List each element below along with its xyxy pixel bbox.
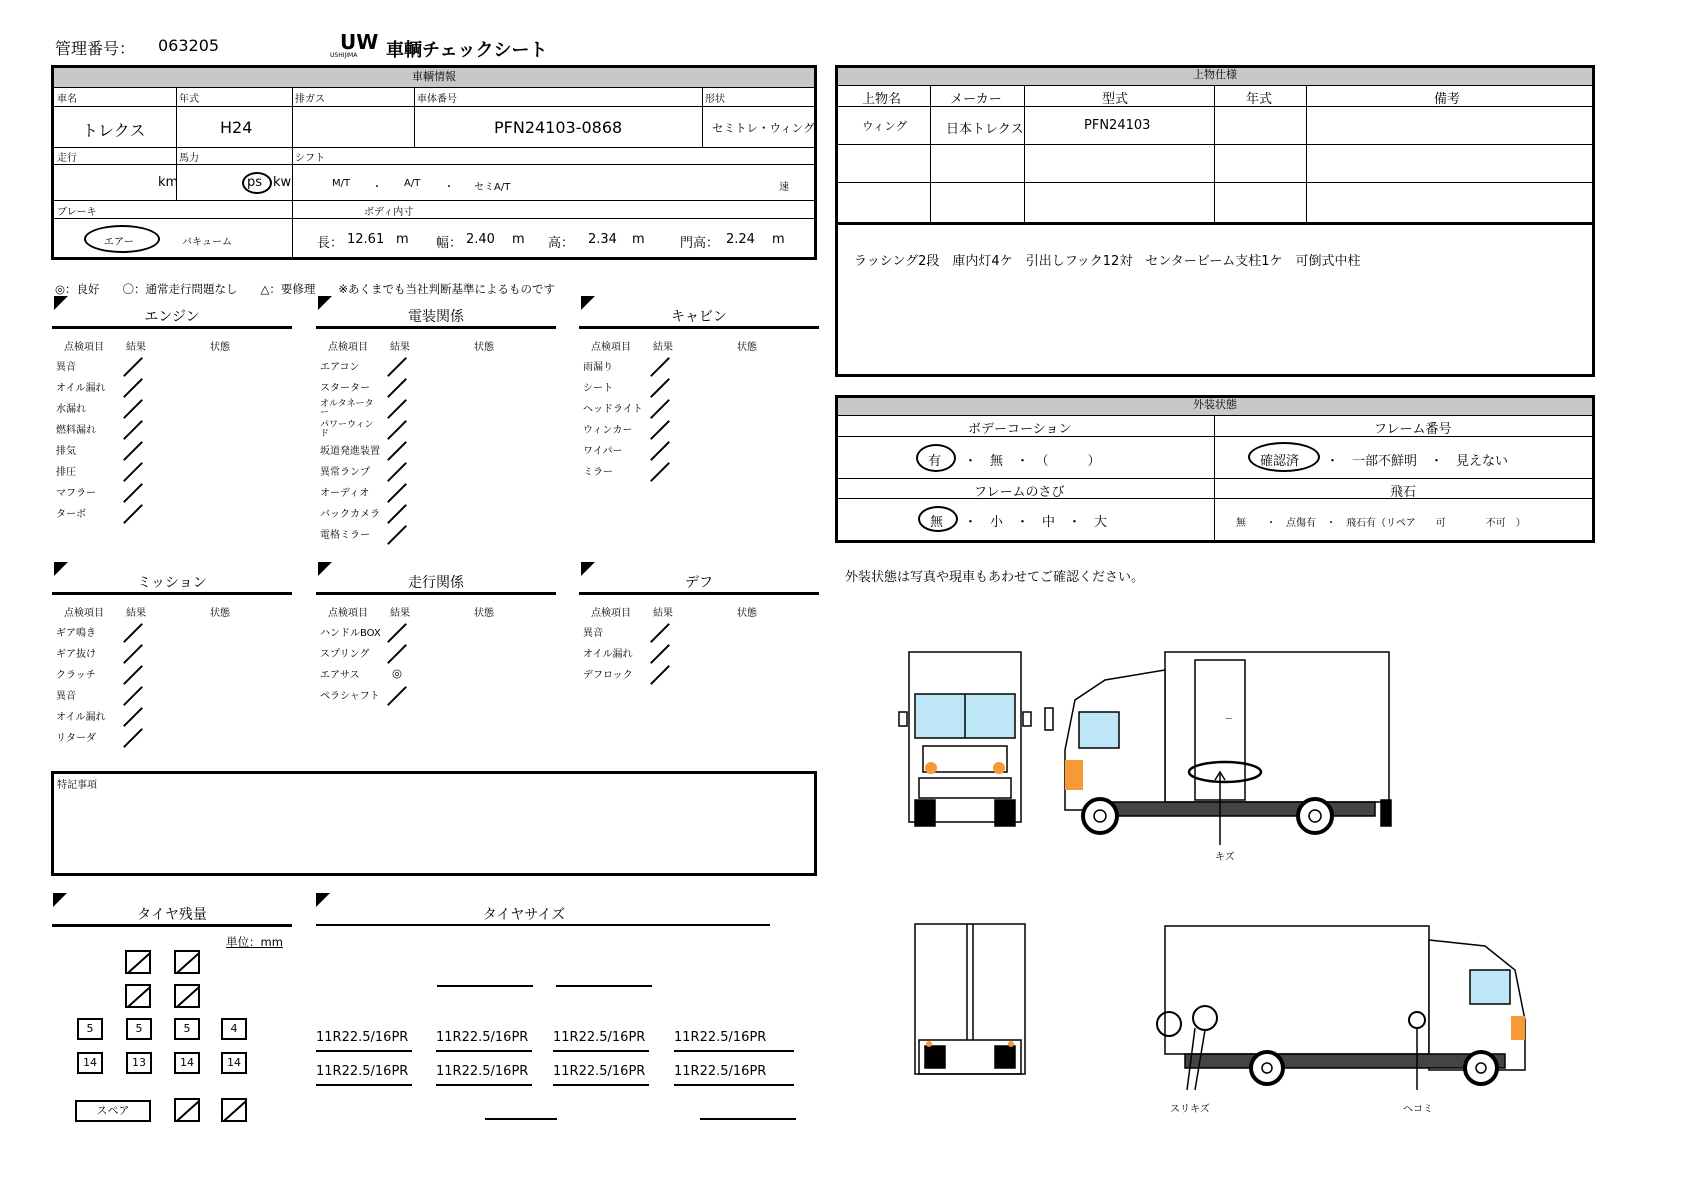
frame-options: ・ 一部不鮮明 ・ 見えない xyxy=(1326,454,1509,469)
check-result-slash xyxy=(123,728,143,748)
check-item-label: オルタネーター xyxy=(320,399,374,418)
check-item-label: リターダ xyxy=(56,733,96,744)
truck-front-view xyxy=(899,652,1031,826)
h-emission: 排ガス xyxy=(295,94,325,105)
check-item-label: スターター xyxy=(320,383,370,394)
tire-size-value: 11R22.5/16PR xyxy=(553,1064,646,1079)
check-result-slash xyxy=(387,525,407,545)
h-year: 年式 xyxy=(179,94,199,105)
check-item-label: シート xyxy=(583,383,613,394)
check-item-label: 坂道発進装置 xyxy=(320,446,380,457)
tire-size-value: 11R22.5/16PR xyxy=(553,1030,646,1045)
check-item-label: 異音 xyxy=(56,362,76,373)
check-item-label: オーディオ xyxy=(320,488,370,499)
truck-rear-view xyxy=(915,924,1025,1074)
check-item-label: エアコン xyxy=(320,362,360,373)
check-result-good: ◎ xyxy=(392,666,403,680)
h-car-name: 車名 xyxy=(57,94,77,105)
check-result-slash xyxy=(123,462,143,482)
check-result-slash xyxy=(387,504,407,524)
h-brake: ブレーキ xyxy=(57,207,97,218)
h-chassis: 車体番号 xyxy=(417,94,457,105)
col-state: 状態 xyxy=(474,342,494,353)
check-result-slash xyxy=(387,441,407,461)
check-item-label: ウィンカー xyxy=(583,425,633,436)
col-item: 点検項目 xyxy=(64,342,104,353)
tire-size-value: 11R22.5/16PR xyxy=(674,1064,767,1079)
check-result-slash xyxy=(387,644,407,664)
check-result-slash xyxy=(387,399,407,419)
check-item-label: クラッチ xyxy=(56,670,96,681)
cabin-title: キャビン xyxy=(671,309,727,325)
rust-selected: 無 xyxy=(930,515,944,530)
tire-depth: 14 xyxy=(221,1052,247,1074)
check-result-slash xyxy=(387,378,407,398)
gate-height: 2.24 xyxy=(726,232,755,247)
check-item-label: ギア鳴き xyxy=(56,628,96,639)
col-state: 状態 xyxy=(737,608,757,619)
tire-unit: 単位：mm xyxy=(226,935,283,949)
chassis-number: PFN24103-0868 xyxy=(494,118,623,137)
h-shift: シフト xyxy=(295,153,325,164)
check-result-slash xyxy=(123,623,143,643)
check-result-slash xyxy=(650,644,670,664)
check-item-label: マフラー xyxy=(56,488,96,499)
exterior-table xyxy=(835,395,1595,543)
col-state: 状態 xyxy=(737,342,757,353)
special-notes-box xyxy=(51,771,817,876)
tire-size-value: 11R22.5/16PR xyxy=(436,1064,529,1079)
h-mileage: 走行 xyxy=(57,153,77,164)
check-result-slash xyxy=(123,420,143,440)
mgmt-number: 063205 xyxy=(158,36,220,55)
col-state: 状態 xyxy=(210,342,230,353)
tire-size-value: 11R22.5/16PR xyxy=(316,1064,409,1079)
frame-selected: 確認済 xyxy=(1260,454,1300,469)
col-item: 点検項目 xyxy=(328,342,368,353)
truck-side-view xyxy=(1045,652,1391,845)
check-result-slash xyxy=(650,399,670,419)
check-item-label: ワイパー xyxy=(583,446,623,457)
check-result-slash xyxy=(123,644,143,664)
check-item-label: 水漏れ xyxy=(56,404,86,415)
running-title: 走行関係 xyxy=(408,575,464,591)
upper-maker: 日本トレクス xyxy=(946,122,1024,137)
car-name: トレクス xyxy=(82,121,146,140)
check-item-label: ターボ xyxy=(56,509,86,520)
check-item-label: スプリング xyxy=(320,649,370,660)
check-item-label: 電格ミラー xyxy=(320,530,370,541)
col-result: 結果 xyxy=(126,342,146,353)
col-state: 状態 xyxy=(210,608,230,619)
check-item-label: ヘッドライト xyxy=(583,404,643,415)
brake-air: エアー xyxy=(104,237,134,248)
tire-slot-empty xyxy=(174,950,200,974)
col-item: 点検項目 xyxy=(591,342,631,353)
col-item: 点検項目 xyxy=(64,608,104,619)
check-item-label: 異音 xyxy=(56,691,76,702)
check-item-label: ペラシャフト xyxy=(320,691,380,702)
tire-depth: 14 xyxy=(174,1052,200,1074)
kw-unit: kw xyxy=(273,175,292,190)
stone-options: 無 ・ 点傷有 ・ 飛石有（リペア 可 不可 ） xyxy=(1236,518,1526,529)
truck-diagram xyxy=(895,640,1684,1110)
shift-at: A/T xyxy=(404,178,421,189)
spare-tire-label: スペア xyxy=(75,1100,151,1122)
check-result-slash xyxy=(123,399,143,419)
body-height: 2.34 xyxy=(588,232,617,247)
h-stone-chip: 飛石 xyxy=(1390,485,1417,500)
check-item-label: バックカメラ xyxy=(320,509,380,520)
check-item-label: 雨漏り xyxy=(583,362,613,373)
check-result-slash xyxy=(123,441,143,461)
diff-title: デフ xyxy=(685,575,713,591)
check-result-slash xyxy=(387,483,407,503)
h-horsepower: 馬力 xyxy=(179,153,199,164)
mgmt-label: 管理番号： xyxy=(55,39,136,58)
check-result-slash xyxy=(123,483,143,503)
check-item-label: ミラー xyxy=(583,467,613,478)
col-result: 結果 xyxy=(390,608,410,619)
check-item-label: 異音 xyxy=(583,628,603,639)
col-result: 結果 xyxy=(390,342,410,353)
check-result-slash xyxy=(387,357,407,377)
damage-label-hekomi: ヘコミ xyxy=(1403,1104,1433,1115)
engine-title: エンジン xyxy=(144,309,200,325)
h-upper-year: 年式 xyxy=(1246,92,1273,107)
coating-selected: 有 xyxy=(928,454,942,469)
tire-remain-title: タイヤ残量 xyxy=(137,907,207,923)
check-item-label: オイル漏れ xyxy=(583,649,633,660)
rust-options: ・ 小 ・ 中 ・ 大 xyxy=(964,515,1108,530)
check-item-label: オイル漏れ xyxy=(56,383,106,394)
check-item-label: デフロック xyxy=(583,670,633,681)
check-result-slash xyxy=(387,623,407,643)
col-result: 結果 xyxy=(653,342,673,353)
check-result-slash xyxy=(123,504,143,524)
check-result-slash xyxy=(387,462,407,482)
ps-unit: ps xyxy=(247,175,263,190)
check-result-slash xyxy=(650,462,670,482)
tire-size-value: 11R22.5/16PR xyxy=(674,1030,767,1045)
brake-vacuum: バキューム xyxy=(182,237,232,248)
h-frame-rust: フレームのさび xyxy=(974,485,1065,500)
exterior-header: 外装状態 xyxy=(838,398,1592,416)
tire-slot-empty xyxy=(221,1098,247,1122)
truck-side-view-left xyxy=(1157,926,1525,1090)
check-result-slash xyxy=(650,665,670,685)
tire-size-title: タイヤサイズ xyxy=(482,907,566,923)
tire-depth: 4 xyxy=(221,1018,247,1040)
coating-options: ・ 無 ・ （ ） xyxy=(964,454,1101,469)
check-item-label: オイル漏れ xyxy=(56,712,106,723)
vehicle-info-table: 車輌情報 車名 年式 排ガス 車体番号 形状 トレクス H24 PFN24103-0868 セミトレ・ウィング 走行 馬力 シフト km ps kw M/T ・ A/T ・ セミA/T 速 ブレーキ ボディ内寸 エアー バキューム 長： 12.61 m 幅： 2.40 m 高： 2.34 m 門高： 2.24 m xyxy=(51,65,817,260)
special-notes-title: 特記事項 xyxy=(57,780,97,791)
upper-model: PFN24103 xyxy=(1084,118,1151,133)
tire-slot-empty xyxy=(125,950,151,974)
sheet-title: 車輌チェックシート xyxy=(386,40,548,61)
check-item-label: ギア抜け xyxy=(56,649,96,660)
check-item-label: 排圧 xyxy=(56,467,76,478)
check-result-slash xyxy=(650,378,670,398)
electric-title: 電装関係 xyxy=(408,309,464,325)
mission-title: ミッション xyxy=(137,575,207,591)
col-item: 点検項目 xyxy=(591,608,631,619)
damage-label-kizu: キズ xyxy=(1215,852,1235,863)
h-model: 型式 xyxy=(1102,92,1129,107)
col-item: 点検項目 xyxy=(328,608,368,619)
check-item-label: パワーウィンド xyxy=(320,420,374,439)
col-result: 結果 xyxy=(653,608,673,619)
exterior-note: 外装状態は写真や現車もあわせてご確認ください。 xyxy=(845,570,1145,585)
km-unit: km xyxy=(158,175,179,190)
h-coating: ボデーコーション xyxy=(968,422,1072,437)
check-result-slash xyxy=(123,686,143,706)
upper-spec-header: 上物仕様 xyxy=(838,68,1592,86)
tire-depth: 5 xyxy=(174,1018,200,1040)
check-result-slash xyxy=(123,707,143,727)
check-result-slash xyxy=(650,441,670,461)
check-item-label: 排気 xyxy=(56,446,76,457)
shift-speed: 速 xyxy=(779,182,789,193)
h-upper-name: 上物名 xyxy=(862,92,902,107)
body-shape: セミトレ・ウィング xyxy=(712,121,815,135)
upper-remarks: ラッシング2段 庫内灯4ケ 引出しフック12対 センタービーム支柱1ケ 可倒式中柱 xyxy=(854,254,1361,269)
shift-semi: セミA/T xyxy=(474,182,511,193)
check-result-slash xyxy=(123,378,143,398)
company-logo: UW USHIJIMA xyxy=(330,30,379,59)
tire-size-value: 11R22.5/16PR xyxy=(436,1030,529,1045)
shift-mt: M/T xyxy=(332,178,351,189)
h-note: 備考 xyxy=(1434,92,1461,107)
tire-depth: 13 xyxy=(126,1052,152,1074)
upper-name: ウィング xyxy=(862,119,908,133)
check-result-slash xyxy=(387,686,407,706)
tire-depth: 5 xyxy=(77,1018,103,1040)
body-width: 2.40 xyxy=(466,232,495,247)
tire-depth: 14 xyxy=(77,1052,103,1074)
col-state: 状態 xyxy=(474,608,494,619)
tire-depth: 5 xyxy=(126,1018,152,1040)
check-item-label: ハンドルBOX xyxy=(320,628,381,639)
h-maker: メーカー xyxy=(950,92,1002,107)
tire-slot-empty xyxy=(174,1098,200,1122)
check-result-slash xyxy=(650,420,670,440)
tire-slot-empty xyxy=(125,984,151,1008)
upper-spec-table xyxy=(835,65,1595,377)
check-result-slash xyxy=(650,623,670,643)
vehicle-info-header: 車輌情報 xyxy=(54,68,814,88)
h-shape: 形状 xyxy=(705,94,725,105)
check-result-slash xyxy=(387,420,407,440)
diagram-small-mark: ー xyxy=(1225,714,1233,723)
h-body-dim: ボディ内寸 xyxy=(364,207,414,218)
damage-label-surikizu: スリキズ xyxy=(1170,1104,1210,1115)
check-item-label: 異常ランプ xyxy=(320,467,370,478)
check-result-slash xyxy=(123,357,143,377)
car-year: H24 xyxy=(220,118,253,137)
col-result: 結果 xyxy=(126,608,146,619)
check-item-label: 燃料漏れ xyxy=(56,425,96,436)
body-length: 12.61 xyxy=(347,232,385,247)
check-result-slash xyxy=(123,665,143,685)
check-result-slash xyxy=(650,357,670,377)
tire-slot-empty xyxy=(174,984,200,1008)
h-frame-number: フレーム番号 xyxy=(1374,422,1452,437)
check-item-label: エアサス xyxy=(320,670,360,681)
grade-legend: ◎：良好 〇：通常走行問題なし △：要修理 ※あくまでも当社判断基準によるものです xyxy=(55,282,556,296)
tire-size-value: 11R22.5/16PR xyxy=(316,1030,409,1045)
